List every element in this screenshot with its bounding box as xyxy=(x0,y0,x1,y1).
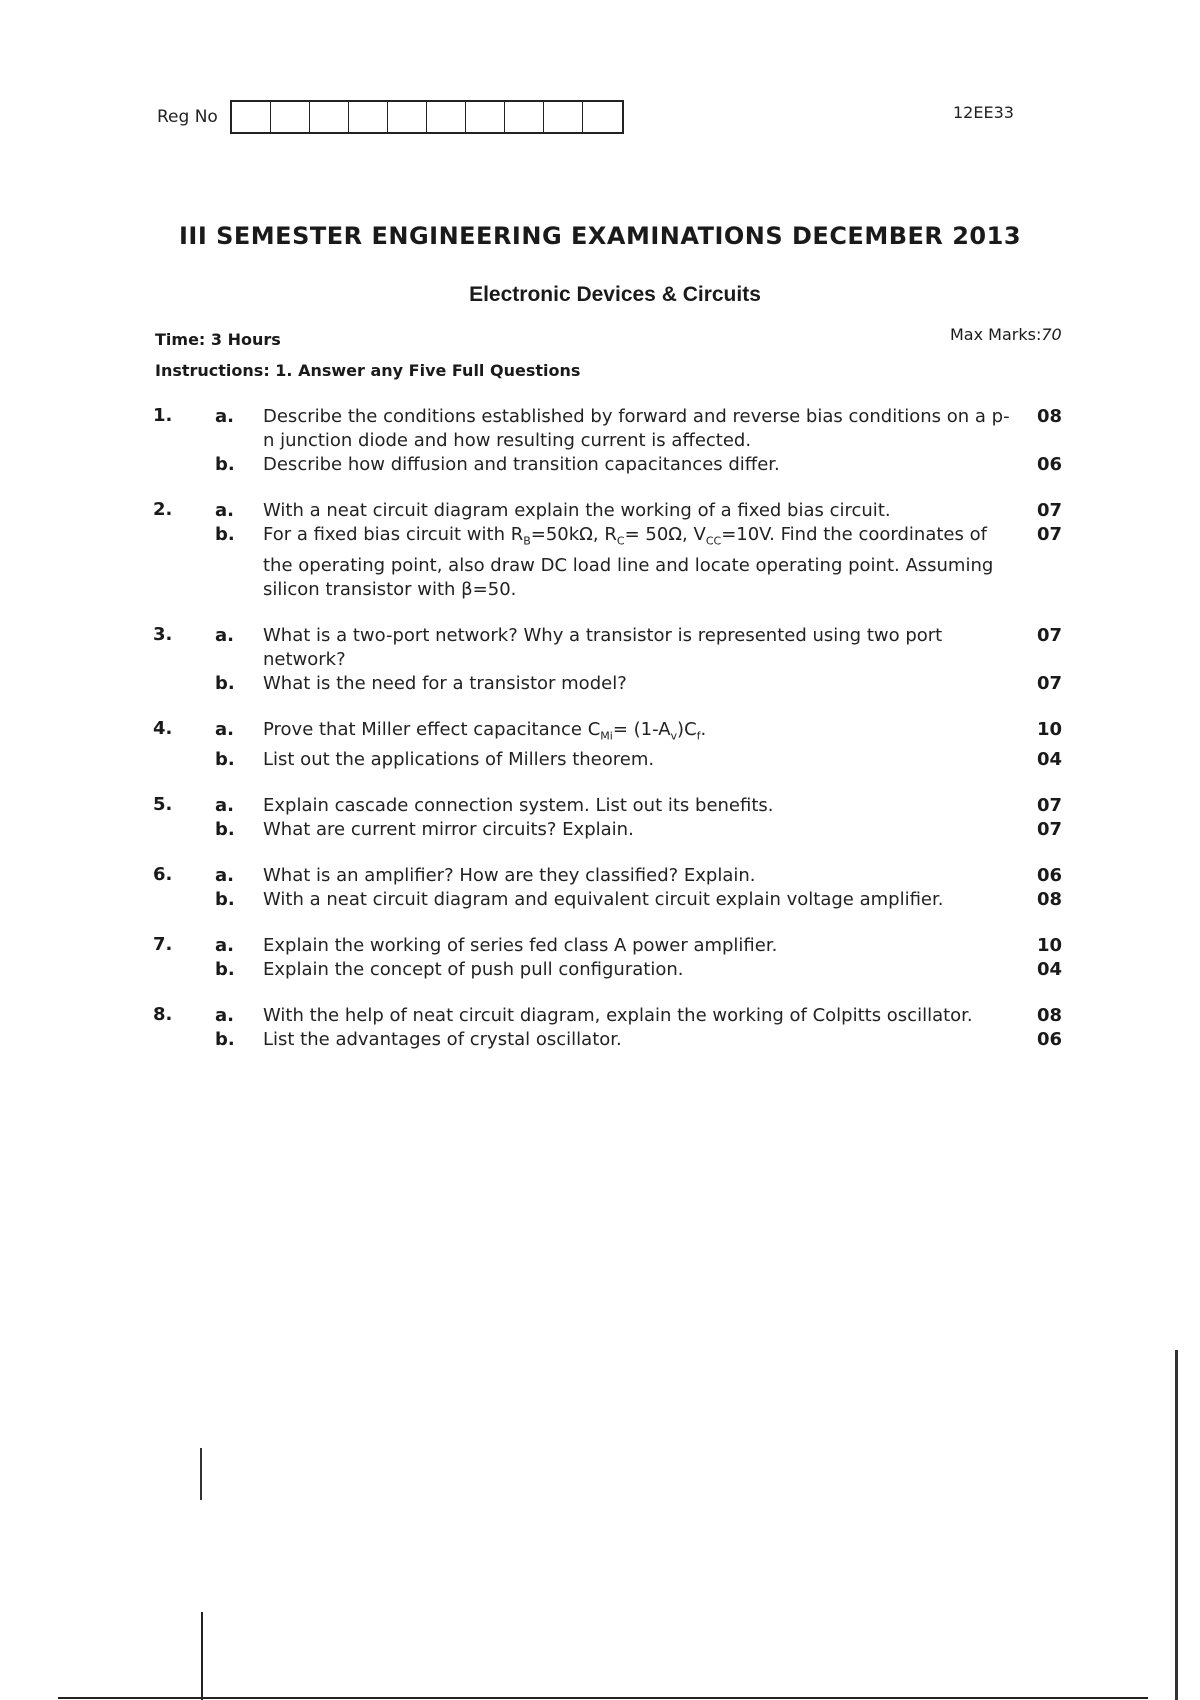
part-marks: 10 xyxy=(1036,718,1062,740)
part-letter: b. xyxy=(215,1029,235,1051)
part-text: Explain the concept of push pull configuration. xyxy=(263,959,684,981)
part-text: With a neat circuit diagram and equivalent circuit explain voltage amplifier. xyxy=(263,889,944,911)
part-letter: b. xyxy=(215,672,235,694)
question-part xyxy=(145,499,1075,523)
question xyxy=(145,718,1075,773)
reg-no-box[interactable] xyxy=(427,102,466,132)
question xyxy=(145,864,1075,912)
question xyxy=(145,934,1075,982)
part-letter: b. xyxy=(215,819,235,841)
part-text: List the advantages of crystal oscillator. xyxy=(263,1029,622,1051)
part-marks: 06 xyxy=(1036,865,1062,887)
reg-no-box[interactable] xyxy=(544,102,583,132)
question-number: 5. xyxy=(153,794,173,816)
question-number: 2. xyxy=(153,499,173,520)
part-text: Explain cascade connection system. List out its benefits. xyxy=(263,795,774,817)
question-part xyxy=(145,958,1075,982)
part-marks: 07 xyxy=(1036,624,1062,646)
question-part xyxy=(145,672,1075,696)
part-text: What is an amplifier? How are they classified? Explain. xyxy=(263,865,756,887)
reg-no-box[interactable] xyxy=(232,102,271,132)
reg-no-box[interactable] xyxy=(505,102,544,132)
reg-no-box[interactable] xyxy=(466,102,505,132)
question xyxy=(145,405,1075,477)
question-part xyxy=(145,748,1075,772)
part-letter: a. xyxy=(215,1005,234,1027)
part-letter: b. xyxy=(215,454,235,475)
question-number: 7. xyxy=(153,934,173,956)
question-part xyxy=(145,453,1075,477)
question-part xyxy=(145,624,1075,672)
question-part xyxy=(145,1028,1075,1052)
scan-mark xyxy=(200,1448,202,1500)
reg-no-label: Reg No xyxy=(157,107,218,127)
part-text: Describe the conditions established by forward and reverse bias conditions on a p-n junction diode and how resulting current is affected. xyxy=(263,406,1010,451)
reg-no-box[interactable] xyxy=(271,102,310,132)
part-letter: a. xyxy=(215,935,234,957)
part-marks: 07 xyxy=(1036,524,1062,545)
part-marks: 07 xyxy=(1036,795,1062,817)
scan-edge xyxy=(58,1697,1148,1699)
question-number: 1. xyxy=(153,405,173,426)
part-marks: 04 xyxy=(1036,749,1062,771)
part-text: Explain the working of series fed class A power amplifier. xyxy=(263,935,778,957)
part-letter: a. xyxy=(215,795,234,817)
part-letter: a. xyxy=(215,406,234,427)
part-text: What is a two-port network? Why a transistor is represented using two port network? xyxy=(263,624,943,670)
part-letter: b. xyxy=(215,959,235,981)
reg-no-boxes[interactable] xyxy=(230,100,624,134)
part-letter: a. xyxy=(215,624,234,646)
part-letter: b. xyxy=(215,889,235,911)
question-part xyxy=(145,794,1075,818)
max-marks-value: 70 xyxy=(1041,325,1062,344)
question-part xyxy=(145,718,1075,749)
part-letter: a. xyxy=(215,500,234,521)
question-part xyxy=(145,523,1075,602)
question-part xyxy=(145,888,1075,912)
part-marks: 08 xyxy=(1036,889,1062,911)
question-part xyxy=(145,818,1075,842)
question-number: 8. xyxy=(153,1004,173,1026)
question xyxy=(145,1004,1075,1052)
question-number: 6. xyxy=(153,864,173,886)
part-text: List out the applications of Millers theorem. xyxy=(263,749,655,771)
max-marks-label: Max Marks: xyxy=(950,325,1042,344)
question-part xyxy=(145,934,1075,958)
question xyxy=(145,499,1075,602)
part-letter: b. xyxy=(215,524,235,545)
part-text: For a fixed bias circuit with $R_B=50k\Omega$, $R_C= 50\Omega$, $V_{CC}=10V$. Find the coordinates of the operating point, also draw DC load line and locate operating point. Assuming silicon transistor with β=50. xyxy=(263,524,994,600)
time-allowed: Time: 3 Hours xyxy=(155,330,281,349)
part-marks: 08 xyxy=(1036,1005,1062,1027)
part-letter: a. xyxy=(215,865,234,887)
question xyxy=(145,794,1075,842)
question xyxy=(145,624,1075,696)
course-code: 12EE33 xyxy=(953,103,1014,122)
reg-no-box[interactable] xyxy=(349,102,388,132)
question-part xyxy=(145,864,1075,888)
part-marks: 06 xyxy=(1036,454,1062,475)
part-marks: 07 xyxy=(1036,500,1062,521)
part-marks: 07 xyxy=(1036,819,1062,841)
scan-mark xyxy=(201,1612,203,1700)
part-marks: 07 xyxy=(1036,672,1062,694)
question-part xyxy=(145,405,1075,453)
question-number: 3. xyxy=(153,623,173,645)
reg-no-field xyxy=(157,100,624,134)
subject-title: Electronic Devices & Circuits xyxy=(469,283,761,306)
part-text: What are current mirror circuits? Explain. xyxy=(263,819,634,841)
reg-no-box[interactable] xyxy=(388,102,427,132)
part-marks: 08 xyxy=(1036,406,1062,427)
question-list xyxy=(145,405,1075,1074)
part-marks: 06 xyxy=(1036,1029,1062,1051)
part-letter: b. xyxy=(215,749,235,771)
part-marks: 10 xyxy=(1036,935,1062,957)
question-number: 4. xyxy=(153,717,173,739)
part-letter: a. xyxy=(215,718,234,740)
reg-no-box[interactable] xyxy=(310,102,349,132)
reg-no-box[interactable] xyxy=(583,102,622,132)
max-marks xyxy=(950,325,1062,344)
part-text: With the help of neat circuit diagram, explain the working of Colpitts oscillator. xyxy=(263,1005,973,1027)
part-text: With a neat circuit diagram explain the working of a fixed bias circuit. xyxy=(263,500,891,521)
exam-title: III SEMESTER ENGINEERING EXAMINATIONS DECEMBER 2013 xyxy=(178,222,1022,250)
part-text: What is the need for a transistor model? xyxy=(263,672,627,694)
part-marks: 04 xyxy=(1036,959,1062,981)
part-text: Describe how diffusion and transition capacitances differ. xyxy=(263,454,780,475)
part-text: Prove that Miller effect capacitance $C_{Mi}= (1-A_v)C_f$. xyxy=(263,718,707,743)
instructions: Instructions: 1. Answer any Five Full Questions xyxy=(155,361,581,380)
question-part xyxy=(145,1004,1075,1028)
scan-edge xyxy=(1175,1350,1178,1700)
